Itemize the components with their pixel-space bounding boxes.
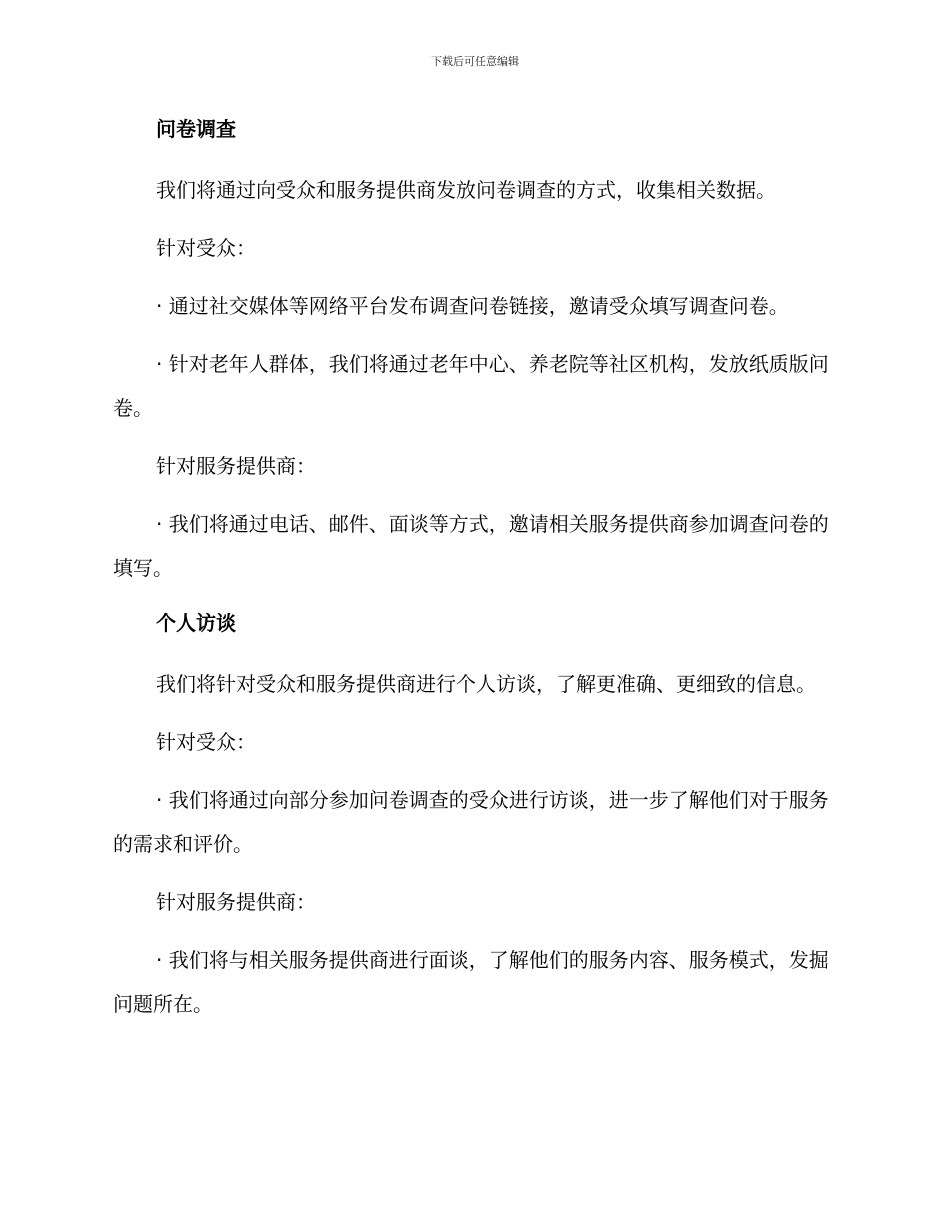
provider-bullet: · 我们将与相关服务提供商进行面谈，了解他们的服务内容、服务模式，发掘问题所在。 <box>113 948 829 1016</box>
provider-label: 针对服务提供商： <box>156 454 316 478</box>
audience-bullet: · 通过社交媒体等网络平台发布调查问卷链接，邀请受众填写调查问卷。 <box>156 294 789 318</box>
audience-label: 针对受众： <box>156 236 256 260</box>
document-body <box>113 110 833 1040</box>
provider-label: 针对服务提供商： <box>156 890 316 914</box>
header-note: 下载后可任意编辑 <box>431 55 519 68</box>
section-heading: 个人访谈 <box>156 611 236 635</box>
audience-bullet: · 我们将通过向部分参加问卷调查的受众进行访谈，进一步了解他们对于服务的需求和评价。 <box>113 788 829 856</box>
audience-label: 针对受众： <box>156 730 256 754</box>
section-interview <box>113 604 833 1026</box>
provider-bullet: · 我们将通过电话、邮件、面谈等方式，邀请相关服务提供商参加调查问卷的填写。 <box>113 512 829 580</box>
section-intro: 我们将通过向受众和服务提供商发放问卷调查的方式，收集相关数据。 <box>156 178 776 202</box>
audience-bullet: · 针对老年人群体，我们将通过老年中心、养老院等社区机构，发放纸质版问卷。 <box>113 352 829 420</box>
section-questionnaire <box>113 110 833 590</box>
section-intro: 我们将针对受众和服务提供商进行个人访谈，了解更准确、更细致的信息。 <box>156 672 816 696</box>
section-heading: 问卷调查 <box>156 117 236 141</box>
